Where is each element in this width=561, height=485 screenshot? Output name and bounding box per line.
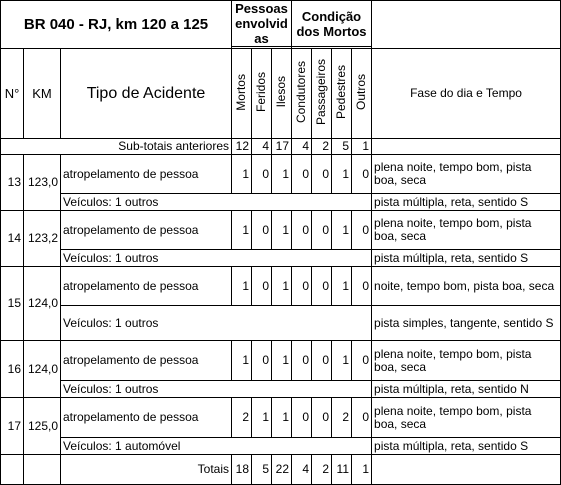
col-header-feridos: Feridos [252, 49, 272, 139]
totals-value: 11 [332, 455, 352, 485]
subtotals-label: Sub-totais anteriores [1, 139, 232, 155]
accident-type: atropelamento de pessoa [61, 398, 232, 438]
col-header-ilesos: Ilesos [272, 49, 292, 139]
accident-type: atropelamento de pessoa [61, 267, 232, 306]
accident-count: 0 [352, 267, 372, 306]
col-header-n: N° [1, 49, 24, 139]
accident-count: 1 [332, 155, 352, 194]
accident-fase: plena noite, tempo bom, pista boa, seca [372, 211, 561, 250]
col-header-fase: Fase do dia e Tempo [372, 49, 561, 139]
subtotal-value: 4 [252, 139, 272, 155]
accident-vehicles: Veículos: 1 automóvel [61, 438, 372, 455]
accident-km: 123,2 [24, 211, 61, 267]
totals-fase-blank [372, 455, 561, 485]
accident-fase: plena noite, tempo bom, pista boa, seca [372, 155, 561, 194]
subtotal-value: 17 [272, 139, 292, 155]
accident-number: 15 [1, 267, 24, 341]
table-body [1, 1, 561, 485]
subtotal-value: 12 [232, 139, 252, 155]
accident-pista: pista múltipla, reta, sentido S [372, 250, 561, 267]
accident-count: 1 [272, 341, 292, 381]
totals-value: 18 [232, 455, 252, 485]
col-header-mortos: Mortos [232, 49, 252, 139]
accident-count: 1 [232, 341, 252, 381]
accident-row [1, 398, 561, 438]
totals-blank-km [24, 455, 61, 485]
accident-row [1, 267, 561, 306]
vehicle-row [1, 438, 561, 455]
accident-count: 1 [252, 398, 272, 438]
accident-fase: noite, tempo bom, pista boa, seca [372, 267, 561, 306]
accident-row [1, 341, 561, 381]
totals-value: 22 [272, 455, 292, 485]
accident-number: 17 [1, 398, 24, 455]
accident-type: atropelamento de pessoa [61, 155, 232, 194]
totals-row [1, 455, 561, 485]
totals-value: 1 [352, 455, 372, 485]
accident-count: 2 [332, 398, 352, 438]
accident-count: 0 [252, 341, 272, 381]
accident-count: 1 [232, 211, 252, 250]
accident-km: 123,0 [24, 155, 61, 211]
accident-count: 0 [292, 341, 312, 381]
totals-value: 2 [312, 455, 332, 485]
accident-count: 0 [352, 211, 372, 250]
vehicle-row [1, 194, 561, 211]
accident-count: 0 [312, 341, 332, 381]
accident-count: 1 [272, 398, 292, 438]
accident-number: 13 [1, 155, 24, 211]
accident-count: 0 [292, 155, 312, 194]
col-header-pedestres: Pedestres [332, 49, 352, 139]
col-header-km: KM [24, 49, 61, 139]
accident-count: 0 [352, 398, 372, 438]
accident-count: 1 [272, 267, 292, 306]
accident-count: 0 [252, 267, 272, 306]
col-header-condutores: Condutores [292, 49, 312, 139]
accident-count: 1 [332, 341, 352, 381]
accident-count: 0 [312, 267, 332, 306]
accident-fase: plena noite, tempo bom, pista boa, seca [372, 341, 561, 381]
accident-count: 0 [292, 398, 312, 438]
accident-count: 1 [232, 267, 252, 306]
accident-count: 0 [252, 211, 272, 250]
subtotal-value: 2 [312, 139, 332, 155]
accident-count: 0 [352, 155, 372, 194]
accident-count: 0 [252, 155, 272, 194]
accident-number: 14 [1, 211, 24, 267]
accident-count: 0 [312, 211, 332, 250]
fase-header-blank [372, 1, 561, 49]
accident-km: 124,0 [24, 341, 61, 398]
subtotal-value: 5 [332, 139, 352, 155]
accident-count: 1 [232, 155, 252, 194]
accident-count: 1 [332, 267, 352, 306]
subtotal-value: 4 [292, 139, 312, 155]
totals-label: Totais [61, 455, 232, 485]
subtotal-fase-blank [372, 139, 561, 155]
accident-count: 2 [232, 398, 252, 438]
accident-count: 0 [352, 341, 372, 381]
accident-count: 0 [292, 211, 312, 250]
vehicle-row [1, 381, 561, 398]
accident-count: 1 [332, 211, 352, 250]
accident-pista: pista múltipla, reta, sentido S [372, 438, 561, 455]
subtotal-value: 1 [352, 139, 372, 155]
totals-blank-n [1, 455, 24, 485]
accident-km: 125,0 [24, 398, 61, 455]
pessoas-group-header: Pessoas envolvid as [232, 1, 292, 47]
accident-pista: pista simples, tangente, sentido S [372, 306, 561, 341]
report-title: BR 040 - RJ, km 120 a 125 [1, 1, 232, 49]
accident-count: 0 [312, 155, 332, 194]
accident-type: atropelamento de pessoa [61, 211, 232, 250]
accident-number: 16 [1, 341, 24, 398]
accident-count: 1 [272, 155, 292, 194]
totals-value: 5 [252, 455, 272, 485]
col-header-passageiros: Passageiros [312, 49, 332, 139]
accident-vehicles: Veículos: 1 outros [61, 250, 372, 267]
accident-count: 1 [272, 211, 292, 250]
accident-vehicles: Veículos: 1 outros [61, 381, 372, 398]
vehicle-row [1, 306, 561, 341]
accident-count: 0 [312, 398, 332, 438]
accident-pista: pista múltipla, reta, sentido S [372, 194, 561, 211]
accident-vehicles: Veículos: 1 outros [61, 194, 372, 211]
condicao-group-header: Condição dos Mortos [292, 1, 372, 47]
col-header-tipo: Tipo de Acidente [61, 49, 232, 139]
totals-value: 4 [292, 455, 312, 485]
accident-count: 0 [292, 267, 312, 306]
accident-pista: pista múltipla, reta, sentido N [372, 381, 561, 398]
accident-type: atropelamento de pessoa [61, 341, 232, 381]
col-header-outros: Outros [352, 49, 372, 139]
accident-km: 124,0 [24, 267, 61, 341]
vehicle-row [1, 250, 561, 267]
accident-row [1, 155, 561, 194]
accident-row [1, 211, 561, 250]
accident-fase: plena noite, tempo bom, pista boa, seca [372, 398, 561, 438]
accident-vehicles: Veículos: 1 outros [61, 306, 372, 341]
